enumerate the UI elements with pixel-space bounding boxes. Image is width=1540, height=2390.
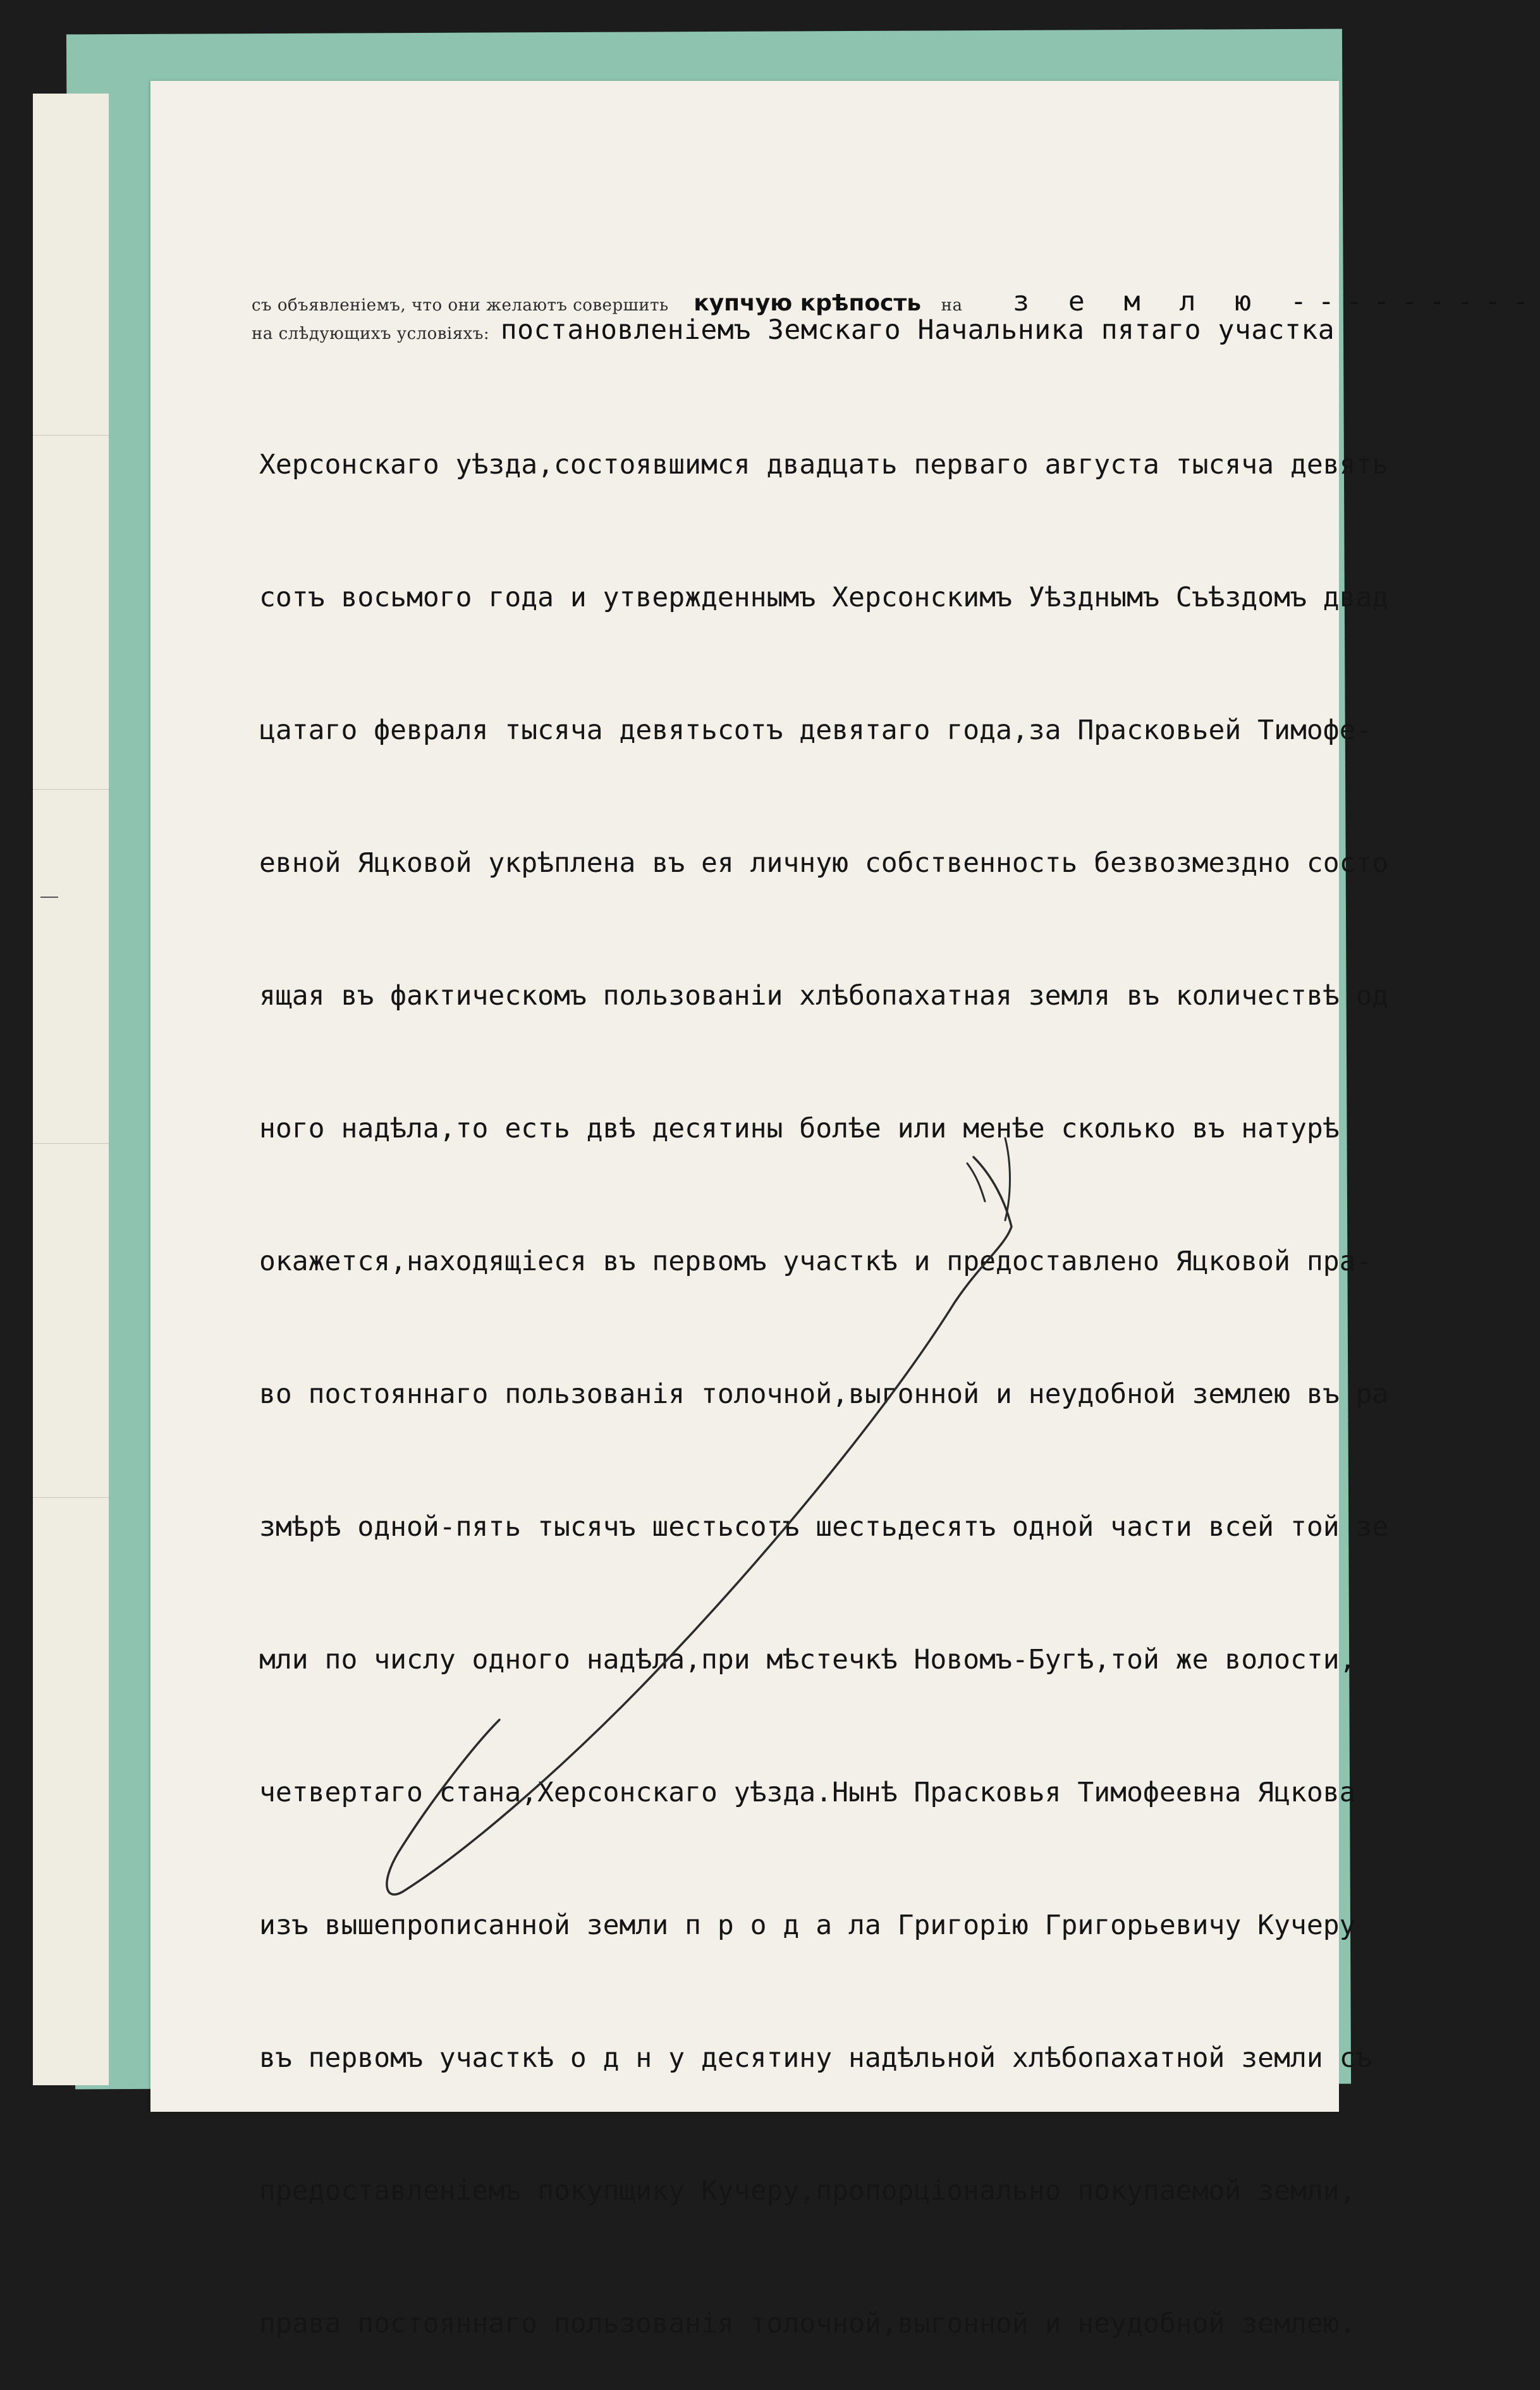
typed-text: постановленіемъ Земскаго Начальника пятаго участка	[500, 314, 1335, 346]
margin-tick-mark	[40, 897, 58, 898]
body-line: окажется,находящіеся въ первомъ участкѣ и предоставлено Яцковой пра-	[259, 1246, 1372, 1277]
header-line-2	[252, 314, 1335, 346]
body-line: въ первомъ участкѣ о д н у десятину надѣльной хлѣбопахатной земли съ	[259, 2042, 1372, 2074]
body-line: изъ вышепрописанной земли п р о д а ла Григорію Григорьевичу Кучеру	[259, 1909, 1356, 1941]
deed-object: з е м л ю ---------	[1013, 286, 1540, 317]
printed-form-text: на слѣдующихъ условіяхъ:	[252, 324, 490, 343]
deed-type: купчую крѣпость	[694, 290, 922, 316]
body-line: предоставленіемъ покупщику Кучеру,пропорціонально покупаемой земли,	[259, 2175, 1356, 2207]
back-paper-sheet	[33, 94, 109, 2085]
ruled-line	[33, 435, 109, 436]
body-line: сотъ восьмого года и утвержденнымъ Херсонскимъ Уѣзднымъ Съѣздомъ двад	[259, 582, 1389, 613]
body-line: четвертаго стана,Херсонскаго уѣзда.Нынѣ Прасковья Тимофеевна Яцкова	[259, 1777, 1356, 1808]
body-line: цатаго февраля тысяча девятьсотъ девятаго года,за Прасковьей Тимофе-	[259, 714, 1372, 746]
body-line: евной Яцковой укрѣплена въ ея личную собственность безвозмездно состо	[259, 847, 1389, 879]
header-line-1	[252, 286, 1540, 317]
body-line: во постояннаго пользованія толочной,выгонной и неудобной землею въ ра	[259, 1378, 1389, 1410]
body-line: ного надѣла,то есть двѣ десятины болѣе или менѣе сколько въ натурѣ	[259, 1113, 1340, 1144]
ruled-line	[33, 1143, 109, 1144]
ruled-line	[33, 789, 109, 790]
body-line: ящая въ фактическомъ пользованіи хлѣбопахатная земля въ количествѣ од	[259, 980, 1389, 1012]
body-line: Херсонскаго уѣзда,состоявшимся двадцать перваго августа тысяча девять	[259, 449, 1389, 481]
printed-form-text: съ объявленіемъ, что они желаютъ совершить	[252, 296, 669, 315]
handwritten-closing-stroke	[373, 1138, 1043, 1916]
body-line: права постояннаго пользованія толочной,выгонной и неудобной землею.	[259, 2308, 1356, 2339]
body-line: змѣрѣ одной-пять тысячъ шестьсотъ шестьдесятъ одной части всей той зе	[259, 1511, 1389, 1543]
body-line: мли по числу одного надѣла,при мѣстечкѣ Новомъ-Бугѣ,той же волости,	[259, 1644, 1356, 1676]
printed-form-text: на	[941, 296, 963, 315]
ruled-line	[33, 1497, 109, 1498]
